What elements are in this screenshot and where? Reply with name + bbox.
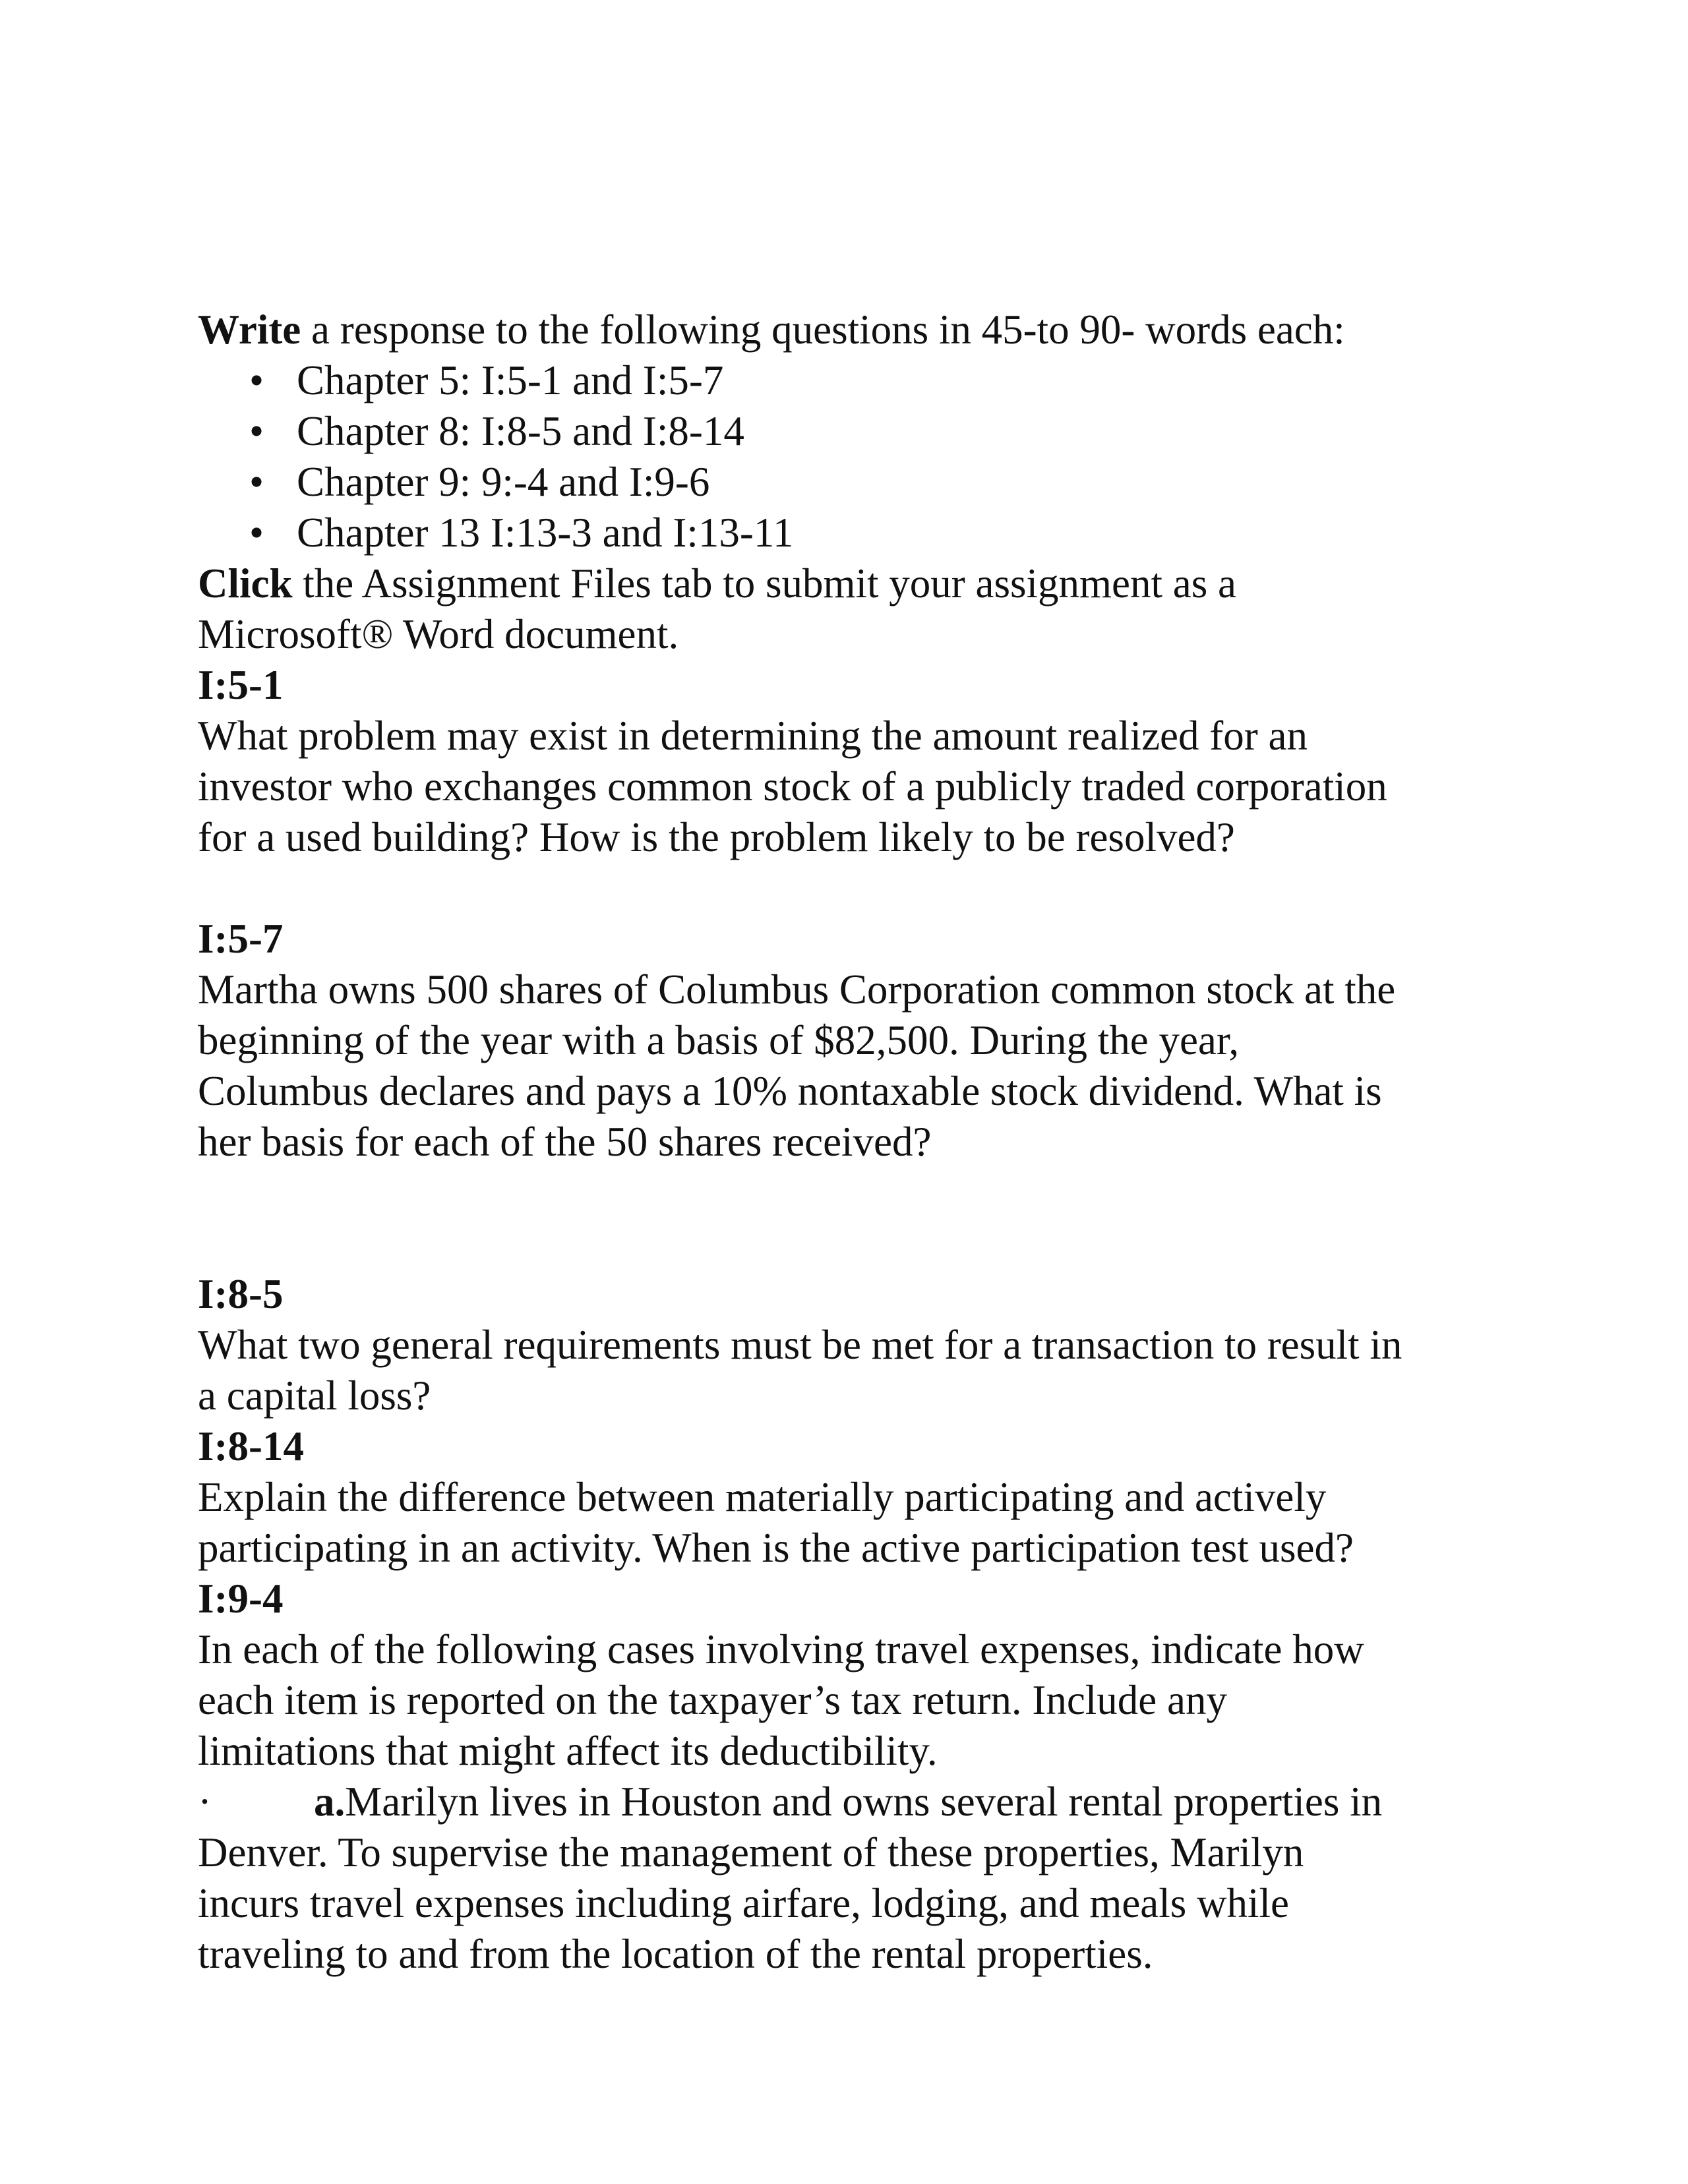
- middle-dot-icon: ·: [198, 1779, 212, 1825]
- question-text-line: limitations that might affect its deductibility.: [198, 1728, 938, 1774]
- chapter-list-item: [198, 457, 1517, 508]
- question-text-line: investor who exchanges common stock of a publicly traded corporation: [198, 763, 1387, 810]
- bullet-icon: •: [249, 408, 264, 454]
- question-text-line: participating in an activity. When is the active participation test used?: [198, 1525, 1354, 1571]
- instruction-bold: Write: [198, 307, 301, 353]
- case-text-line: Denver. To supervise the management of these properties, Marilyn: [198, 1829, 1304, 1875]
- chapter-item-text: Chapter 13 I:13-3 and I:13-11: [297, 510, 794, 556]
- chapter-item-text: Chapter 5: I:5-1 and I:5-7: [297, 357, 724, 403]
- question-heading: I:5-7: [198, 916, 284, 962]
- question-text-line: Martha owns 500 shares of Columbus Corporation common stock at the: [198, 966, 1396, 1013]
- case-item-a: [198, 1777, 1517, 1827]
- case-text-line: traveling to and from the location of the rental properties.: [198, 1931, 1153, 1977]
- question-text-line: each item is reported on the taxpayer’s tax return. Include any: [198, 1677, 1227, 1723]
- question-text-line: a capital loss?: [198, 1372, 431, 1419]
- question-heading: I:8-5: [198, 1271, 284, 1317]
- question-text-line: What two general requirements must be met for a transaction to result in: [198, 1322, 1402, 1368]
- case-text-line: incurs travel expenses including airfare, lodging, and meals while: [198, 1880, 1289, 1926]
- submit-instruction-line-2: Microsoft® Word document.: [198, 611, 679, 657]
- question-text-line: What problem may exist in determining the amount realized for an: [198, 713, 1308, 759]
- chapter-list: [198, 355, 1517, 558]
- bullet-icon: •: [249, 357, 264, 403]
- question-heading: I:9-4: [198, 1576, 284, 1622]
- question-heading: I:8-14: [198, 1423, 304, 1469]
- blank-line: [198, 863, 1517, 914]
- bullet-icon: •: [249, 459, 264, 505]
- chapter-item-text: Chapter 9: 9:-4 and I:9-6: [297, 459, 710, 505]
- chapter-list-item: [198, 508, 1517, 558]
- question-text-line: her basis for each of the 50 shares received?: [198, 1119, 932, 1165]
- question-text-line: In each of the following cases involving travel expenses, indicate how: [198, 1626, 1364, 1672]
- question-text-line: Explain the difference between materially participating and actively: [198, 1474, 1327, 1520]
- instruction-line: [198, 305, 1517, 355]
- submit-instruction-line: [198, 558, 1517, 609]
- blank-lines: [198, 1167, 1517, 1269]
- submit-bold: Click: [198, 560, 293, 606]
- document-page: [198, 305, 1517, 1980]
- question-text-line: Columbus declares and pays a 10% nontaxable stock dividend. What is: [198, 1068, 1382, 1114]
- question-text-line: beginning of the year with a basis of $82,500. During the year,: [198, 1017, 1240, 1063]
- chapter-list-item: [198, 355, 1517, 406]
- bullet-icon: •: [249, 510, 264, 556]
- case-label: a.: [314, 1779, 346, 1825]
- instruction-text: a response to the following questions in 45-to 90- words each:: [301, 307, 1345, 353]
- case-text-line: Marilyn lives in Houston and owns several rental properties in: [345, 1779, 1383, 1825]
- chapter-item-text: Chapter 8: I:8-5 and I:8-14: [297, 408, 744, 454]
- submit-text: the Assignment Files tab to submit your assignment as a: [292, 560, 1236, 606]
- question-text-line: for a used building? How is the problem likely to be resolved?: [198, 814, 1235, 860]
- chapter-list-item: [198, 406, 1517, 457]
- question-heading: I:5-1: [198, 662, 284, 708]
